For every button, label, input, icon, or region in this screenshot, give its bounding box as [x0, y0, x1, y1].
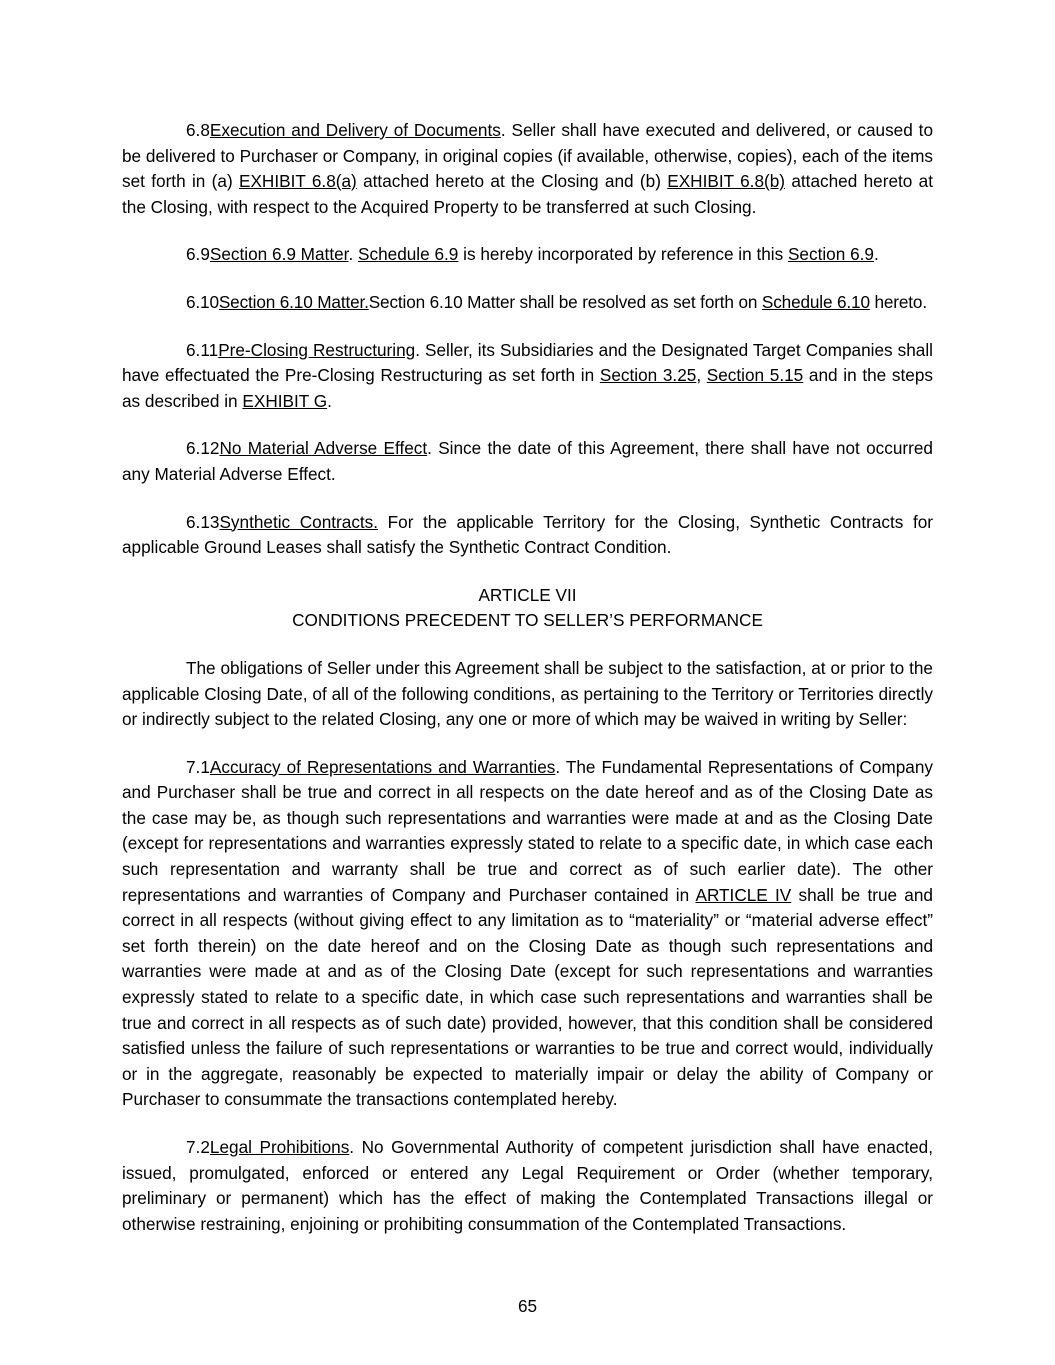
clause-number: 7.1	[186, 756, 210, 777]
cross-reference-exhibit-6-8-a: EXHIBIT 6.8(a)	[239, 171, 357, 192]
clause-number: 6.8	[186, 120, 210, 140]
clause-number: 6.11	[186, 339, 219, 360]
clause-number: 6.13	[186, 511, 220, 532]
clause-6-8	[122, 118, 933, 220]
article-heading	[122, 583, 933, 634]
clause-number: 6.12	[186, 438, 220, 459]
clause-text: . The Fundamental Representations of Company and Purchaser shall be true and correct in all respects on the date hereof and as of the Closing Date as the case may be, as though such representations and warranties were made at and as the Closing Date (except for representations and warranties expressly stated to relate to a specific date, in which case each such representation and warranty shall be true and correct as of such earlier date). The other representations and warranties of Company and Purchaser contained in	[122, 756, 933, 905]
clause-text: ,	[696, 365, 707, 386]
clause-7-1	[122, 755, 933, 1113]
cross-reference-section-5-15: Section 5.15	[706, 365, 804, 386]
clause-text: For the applicable Territory for the Closing, Synthetic Contracts for applicable Ground Leases shall satisfy the Synthetic Contract Condition.	[122, 511, 933, 558]
clause-number: 6.10	[186, 291, 219, 312]
clause-6-9	[122, 242, 933, 268]
clause-text: . No Governmental Authority of competent jurisdiction shall have enacted, issued, promulgated, enforced or entered any Legal Requirement or Order (whether temporary, preliminary or permanent) which has the effect of making the Contemplated Transactions illegal or otherwise restraining, enjoining or prohibiting consummation of the Contemplated Transactions.	[122, 1137, 933, 1234]
clause-text: . Seller shall have executed and delivered, or caused to be delivered to Purchaser or Company, in original copies (if available, otherwise, copies), each of the items set forth in (a)	[122, 120, 933, 192]
clause-text: attached hereto at the Closing and (b)	[356, 171, 668, 192]
clause-7-2	[122, 1135, 933, 1237]
clause-6-12	[122, 436, 933, 487]
cross-reference-schedule-6-9: Schedule 6.9	[358, 244, 459, 265]
clause-heading: Pre-Closing Restructuring	[218, 339, 416, 360]
cross-reference-article-iv: ARTICLE IV	[695, 884, 792, 905]
page-number: 65	[517, 1296, 538, 1316]
clause-text: hereto.	[869, 291, 927, 312]
cross-reference-exhibit-6-8-b: EXHIBIT 6.8(b)	[667, 171, 786, 192]
clause-text: Section 6.10 Matter shall be resolved as set forth on	[368, 291, 762, 312]
clause-text: . Since the date of this Agreement, there shall have not occurred any Material Adverse Effect.	[122, 438, 933, 484]
clause-number: 7.2	[186, 1137, 210, 1157]
article-intro-text: The obligations of Seller under this Agreement shall be subject to the satisfaction, at or prior to the applicable Closing Date, of all of the following conditions, as pertaining to the Territory or Territories directly or indirectly subject to the related Closing, any one or more of which may be waived in writing by Seller:	[122, 657, 933, 730]
cross-reference-exhibit-g: EXHIBIT G	[242, 390, 328, 411]
clause-6-11	[122, 338, 933, 415]
clause-text: and in the steps as described in	[122, 365, 933, 411]
clause-text: attached hereto at the Closing, with respect to the Acquired Property to be transferred at such Closing.	[122, 171, 933, 217]
cross-reference-section-3-25: Section 3.25	[599, 365, 697, 386]
clause-6-10	[122, 290, 933, 316]
clause-heading: Section 6.9 Matter	[209, 244, 349, 265]
clause-text: . Seller, its Subsidiaries and the Designated Target Companies shall have effectuated the Pre-Closing Restructuring as set forth in	[122, 339, 933, 386]
clause-text: .	[873, 244, 879, 265]
clause-heading: No Material Adverse Effect	[219, 438, 428, 459]
clause-heading: Synthetic Contracts.	[219, 511, 379, 532]
clause-heading: Section 6.10 Matter.	[218, 291, 369, 312]
article-number: ARTICLE VII	[478, 584, 577, 605]
article-title: CONDITIONS PRECEDENT TO SELLER’S PERFORMANCE	[292, 610, 763, 631]
clause-heading: Execution and Delivery of Documents	[209, 120, 501, 140]
clause-text: .	[327, 390, 332, 411]
cross-reference-section-6-9: Section 6.9	[787, 244, 874, 265]
clause-heading: Accuracy of Representations and Warranties	[209, 756, 556, 777]
clause-6-13	[122, 510, 933, 561]
article-intro-paragraph	[122, 656, 933, 733]
clause-heading: Legal Prohibitions	[209, 1137, 350, 1157]
clause-text: .	[348, 244, 359, 265]
clause-text: is hereby incorporated by reference in this	[458, 244, 788, 265]
cross-reference-schedule-6-10: Schedule 6.10	[761, 291, 870, 312]
clause-number: 6.9	[186, 244, 210, 265]
clause-text: shall be true and correct in all respects (without giving effect to any limitation as to “materiality” or “material adverse effect” set forth therein) on the date hereof and on the Closing Date as though such representations and warranties were made at and as of the Closing Date (except for such representations and warranties expressly stated to relate to a specific date, in which case such representations and warranties shall be true and correct in all respects as of such date) provided, however, that this condition shall be considered satisfied unless the failure of such representations or warranties to be true and correct would, individually or in the aggregate, reasonably be expected to materially impair or delay the ability of Company or Purchaser to consummate the transactions contemplated hereby.	[122, 884, 933, 1110]
